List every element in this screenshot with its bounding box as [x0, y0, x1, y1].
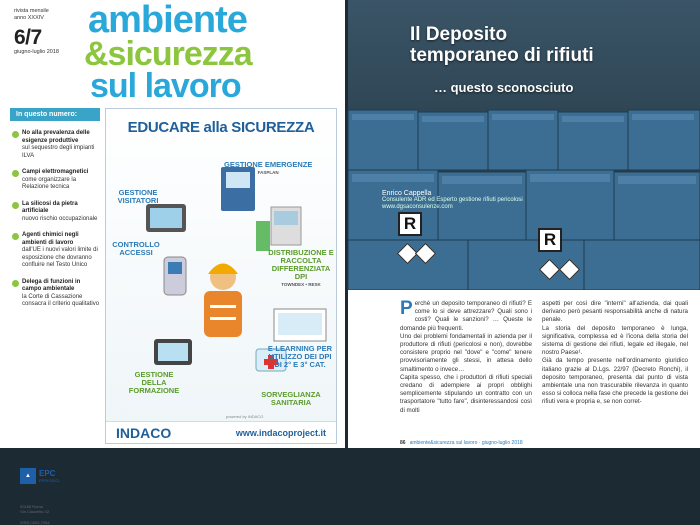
contents-item	[10, 232, 100, 270]
author-name: Enrico Cappella	[382, 190, 432, 197]
contents-item-title: La silicosi da pietra artificiale	[22, 200, 78, 214]
label-distribuzione-text: DISTRIBUZIONE E RACCOLTA DIFFERENZIATA DPI	[268, 248, 334, 281]
masthead	[84, 0, 252, 106]
article-subhead: … questo sconosciuto	[434, 80, 574, 95]
label-accessi: CONTROLLO ACCESSI	[112, 240, 160, 257]
indaco-url[interactable]: www.indacoproject.it	[235, 427, 326, 438]
meta-line2: anno XXXIV	[14, 15, 44, 21]
publisher-logo-icon: ▲	[20, 468, 36, 484]
article-column-2	[542, 300, 688, 407]
hazard-label-r: R	[538, 228, 562, 252]
label-elearning: E-LEARNING PER UTILIZZO DEI DPI DI 2° E 3° CAT.	[267, 344, 333, 369]
publisher-logo	[20, 468, 100, 484]
publisher-sub: PERIODICI	[39, 478, 60, 483]
article-photo	[348, 0, 700, 290]
contents-sidebar	[10, 108, 100, 525]
bullet-icon	[12, 202, 19, 209]
publisher-name: EPC	[39, 469, 56, 478]
paragraph: aspetti per così dire "interni" all'azienda, dai quali derivano però pesanti responsabilità anche di natura penale.	[542, 300, 688, 324]
contents-item-title: Campi elettromagnetici	[22, 169, 89, 175]
bullet-icon	[12, 131, 19, 138]
article-page	[348, 0, 700, 448]
drop-cap: P	[400, 298, 413, 319]
advert-footer	[106, 421, 336, 443]
contents-item-title: Agenti chimici negli ambienti di lavoro	[22, 232, 79, 246]
address-line2: Via Clauzetto 12	[20, 509, 50, 514]
terminal-screen-icon	[168, 262, 182, 274]
article-body	[348, 290, 700, 448]
masthead-line1: ambiente	[88, 0, 247, 41]
contents-item-text: come organizzare la Relazione tecnica	[22, 176, 77, 190]
article-column-1	[400, 300, 532, 415]
page-folio	[400, 440, 523, 446]
contents-item-text: la Corte di Cassazione consacra il criterio qualitativo	[22, 293, 100, 307]
bullet-icon	[12, 280, 19, 287]
contents-item-title: Delega di funzioni in campo ambientale	[22, 278, 81, 292]
headline-line2: temporaneo di rifiuti	[410, 45, 594, 66]
paragraph: Capita spesso, che i produttori di rifiuti speciali credano di adempiere ai propri obblighi semplicemente stipulando un contratto con un trasportatore "tutto fare", disinteressandosi così di molti	[400, 373, 532, 414]
elearning-content-icon	[278, 313, 322, 335]
issn: ISSN 0393-7054	[20, 520, 50, 525]
masthead-line2: &sicurezza	[84, 35, 252, 74]
cabinet-screen-icon	[274, 211, 298, 225]
contents-item-text: nuovo rischio occupazionale	[22, 215, 98, 222]
issue-number: 6/7	[14, 26, 42, 49]
contents-item	[10, 169, 100, 192]
indaco-logo: INDACO	[116, 424, 172, 441]
issue-meta	[14, 8, 49, 22]
contents-item-title: No alla prevalenza delle esigenze produttive	[22, 130, 90, 144]
bullet-icon	[12, 170, 19, 177]
page-number: 86	[400, 440, 406, 446]
publisher-block	[20, 468, 100, 525]
powered-by: powered by INDACO	[226, 414, 264, 419]
label-visitatori: GESTIONE VISITATORI	[117, 188, 159, 205]
tablet-screen-icon	[150, 208, 182, 228]
indaco-advert	[105, 108, 337, 444]
label-sorveglianza: SORVEGLIANZA SANITARIA	[261, 390, 321, 407]
meta-line1: rivista mensile	[14, 8, 49, 14]
bullet-icon	[12, 233, 19, 240]
paragraph: Già da tempo presente nell'ordinamento giuridico italiano grazie al D.Lgs. 22/97 (Decreto Ronchi), il deposito temporaneo, presenta dal punto di vista ambientale una non trascurabile rilevanza in quanto esso si colloca nella fase che precede la gestione dei rifiuti vera e propria e, se non corret-	[542, 357, 688, 406]
paragraph: La storia del deposito temporaneo è lunga, significativa, complessa ed è l'icona della storia del sistema di gestione dei rifiuti, legale ed illegale, nel nostro Paese¹.	[542, 324, 688, 357]
author-site: www.dgsaconsulenze.com	[382, 204, 453, 210]
folio-text: ambiente&sicurezza sul lavoro · giugno-luglio 2018	[409, 440, 523, 446]
advert-title: EDUCARE alla SICUREZZA	[127, 119, 315, 136]
masthead-line3: sul lavoro	[90, 67, 241, 106]
author-role: Consulente ADR ed Esperto gestione rifiuti pericolosi	[382, 197, 523, 203]
worker-vest-icon	[204, 291, 242, 337]
label-emergenze-text: GESTIONE EMERGENZE	[224, 160, 313, 169]
paragraph-text: erché un deposito temporaneo di rifiuti? E come lo si deve attrezzare? Quali sono i costi? Quali le sanzioni? … Queste le domande più frequenti.	[400, 300, 532, 332]
label-emergenze-sub: FASPLAN	[257, 170, 279, 175]
cover-page	[0, 0, 345, 525]
contents-item-text: sul sequestro degli impianti ILVA	[22, 145, 95, 159]
contents-item	[10, 130, 100, 160]
contents-item	[10, 279, 100, 309]
label-formazione: GESTIONE DELLA FORMAZIONE	[128, 370, 180, 395]
author-block	[382, 190, 523, 211]
headline-line1: Il Deposito	[410, 24, 508, 45]
hazard-label-r: R	[398, 212, 422, 236]
address-line1: 00188 Roma	[20, 504, 43, 509]
label-distribuzione	[266, 249, 336, 289]
issue-date: giugno-luglio 2018	[14, 49, 59, 55]
label-emergenze	[224, 161, 312, 177]
label-distribuzione-sub: TOWNDEX • RESK	[281, 282, 321, 287]
paragraph: Uno dei problemi fondamentali in azienda per il produttore di rifiuti (pericolosi e non), dovrebbe consistere proprio nel "dove" e "come" tenere provvisoriamente gli stessi, in attesa dello smaltimento o invece…	[400, 332, 532, 373]
contents-header: In questo numero:	[10, 108, 100, 121]
dpi-bin-icon	[256, 221, 270, 251]
contents-item-text: dall'UE i nuovi valori limite di esposizione che dovranno confluire nel Testo Unico	[22, 247, 98, 268]
publisher-address	[20, 504, 100, 525]
hard-hat-icon	[208, 264, 238, 275]
paragraph	[400, 300, 532, 333]
article-headline	[410, 24, 594, 66]
contents-item	[10, 201, 100, 224]
